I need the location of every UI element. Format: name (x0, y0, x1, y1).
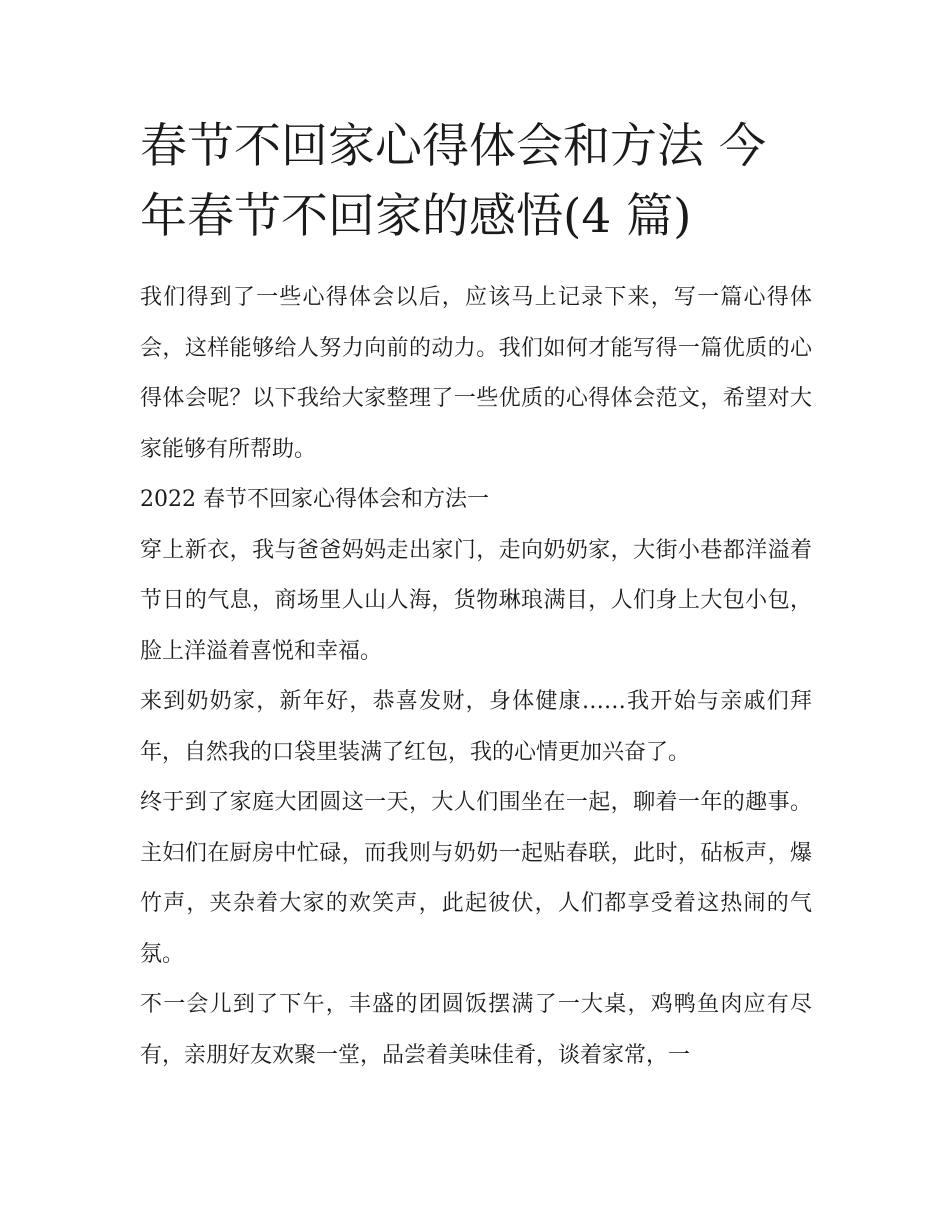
intro-paragraph: 我们得到了一些心得体会以后，应该马上记录下来，写一篇心得体会，这样能够给人努力向前的动力。我们如何才能写得一篇优质的心得体会呢？以下我给大家整理了一些优质的心得体会范文，希望对大家能够有所帮助。 (140, 285, 812, 462)
body-paragraph: 穿上新衣，我与爸爸妈妈走出家门，走向奶奶家，大街小巷都洋溢着节日的气息，商场里人山人海，货物琳琅满目，人们身上大包小包，脸上洋溢着喜悦和幸福。 (140, 537, 812, 664)
body-paragraph: 来到奶奶家，新年好，恭喜发财，身体健康……我开始与亲戚们拜年，自然我的口袋里装满了红包，我的心情更加兴奋了。 (140, 689, 812, 765)
document-page (140, 112, 812, 1081)
section-heading: 2022 春节不回家心得体会和方法一 (140, 487, 489, 512)
body-paragraph: 不一会儿到了下午，丰盛的团圆饭摆满了一大桌，鸡鸭鱼肉应有尽有，亲朋好友欢聚一堂，品尝着美味佳肴，谈着家常，一 (140, 992, 812, 1068)
document-title: 春节不回家心得体会和方法 今年春节不回家的感悟(4 篇) (140, 119, 766, 244)
document-body (140, 273, 812, 1081)
body-paragraph: 终于到了家庭大团圆这一天，大人们围坐在一起，聊着一年的趣事。主妇们在厨房中忙碌，而我则与奶奶一起贴春联，此时，砧板声，爆竹声，夹杂着大家的欢笑声，此起彼伏，人们都享受着这热闹的气氛。 (140, 790, 812, 967)
